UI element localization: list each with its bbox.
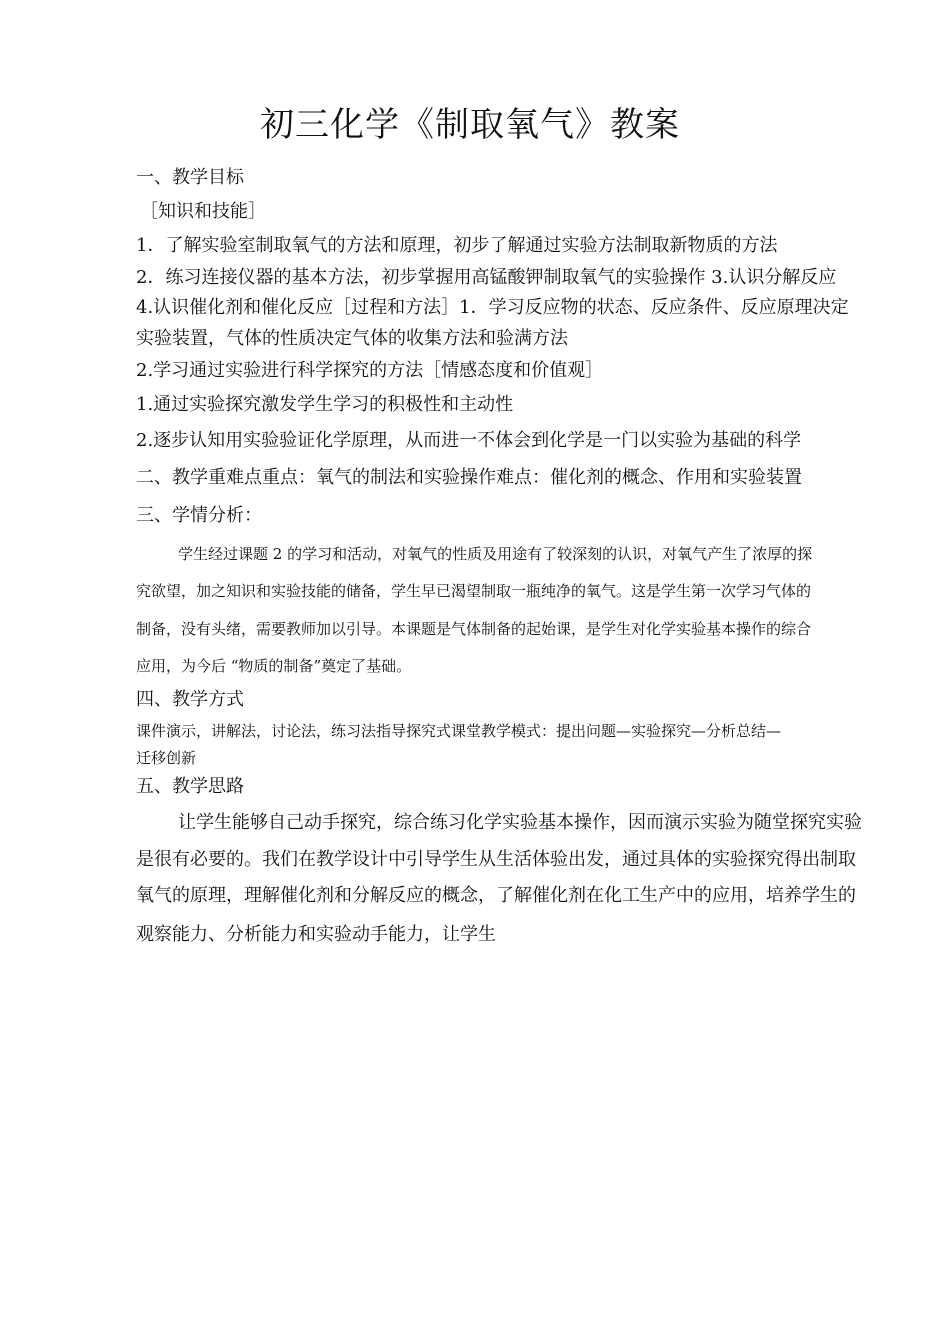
section-heading-teaching-method: 四、教学方式 — [136, 689, 244, 710]
document-title: 初三化学《制取氧气》教案 — [260, 105, 680, 145]
section-heading-objectives: 一、教学目标 — [136, 167, 244, 188]
objective-line: 实验装置，气体的性质决定气体的收集方法和验满方法 — [136, 328, 568, 349]
section-heading-teaching-idea: 五、教学思路 — [136, 776, 244, 797]
objective-line: 1．了解实验室制取氧气的方法和原理，初步了解通过实验方法制取新物质的方法 — [136, 235, 778, 256]
teaching-method-line: 课件演示，讲解法，讨论法，练习法指导探究式课堂教学模式：提出问题—实验探究—分析总结— — [136, 722, 782, 740]
objective-line: 2．练习连接仪器的基本方法，初步掌握用高锰酸钾制取氧气的实验操作 3.认识分解反应 — [136, 267, 837, 288]
objective-line: 4.认识催化剂和催化反应［过程和方法］1．学习反应物的状态、反应条件、反应原理决定 — [136, 297, 849, 318]
objective-line: 1.通过实验探究激发学生学习的积极性和主动性 — [136, 394, 514, 415]
analysis-paragraph-line: 学生经过课题 2 的学习和活动，对氧气的性质及用途有了较深刻的认识，对氧气产生了浓厚的探 — [178, 545, 813, 563]
objective-line: 2.逐步认知用实验验证化学原理，从而进一不体会到化学是一门以实验为基础的科学 — [136, 430, 802, 451]
teaching-idea-line: 让学生能够自己动手探究，综合练习化学实验基本操作，因而演示实验为随堂探究实验 — [178, 812, 862, 833]
objective-line: 2.学习通过实验进行科学探究的方法［情感态度和价值观］ — [136, 360, 604, 381]
section-heading-student-analysis: 三、学情分析： — [136, 505, 262, 526]
section-heading-key-points: 二、教学重难点重点：氧气的制法和实验操作难点：催化剂的概念、作用和实验装置 — [136, 467, 802, 488]
analysis-paragraph-line: 究欲望，加之知识和实验技能的储备，学生早已渴望制取一瓶纯净的氧气。这是学生第一次学习气体的 — [136, 582, 812, 600]
subheading-knowledge-skills: ［知识和技能］ — [140, 201, 266, 222]
teaching-idea-line: 观察能力、分析能力和实验动手能力，让学生 — [136, 924, 496, 945]
teaching-method-line: 迁移创新 — [136, 749, 197, 767]
teaching-idea-line: 氧气的原理，理解催化剂和分解反应的概念，了解催化剂在化工生产中的应用，培养学生的 — [136, 885, 856, 906]
analysis-paragraph-line: 制备，没有头绪，需要教师加以引导。本课题是气体制备的起始课，是学生对化学实验基本操作的综合 — [136, 620, 812, 638]
analysis-paragraph-line: 应用，为今后 “物质的制备”奠定了基础。 — [136, 657, 412, 675]
teaching-idea-line: 是很有必要的。我们在教学设计中引导学生从生活体验出发，通过具体的实验探究得出制取 — [136, 849, 856, 870]
